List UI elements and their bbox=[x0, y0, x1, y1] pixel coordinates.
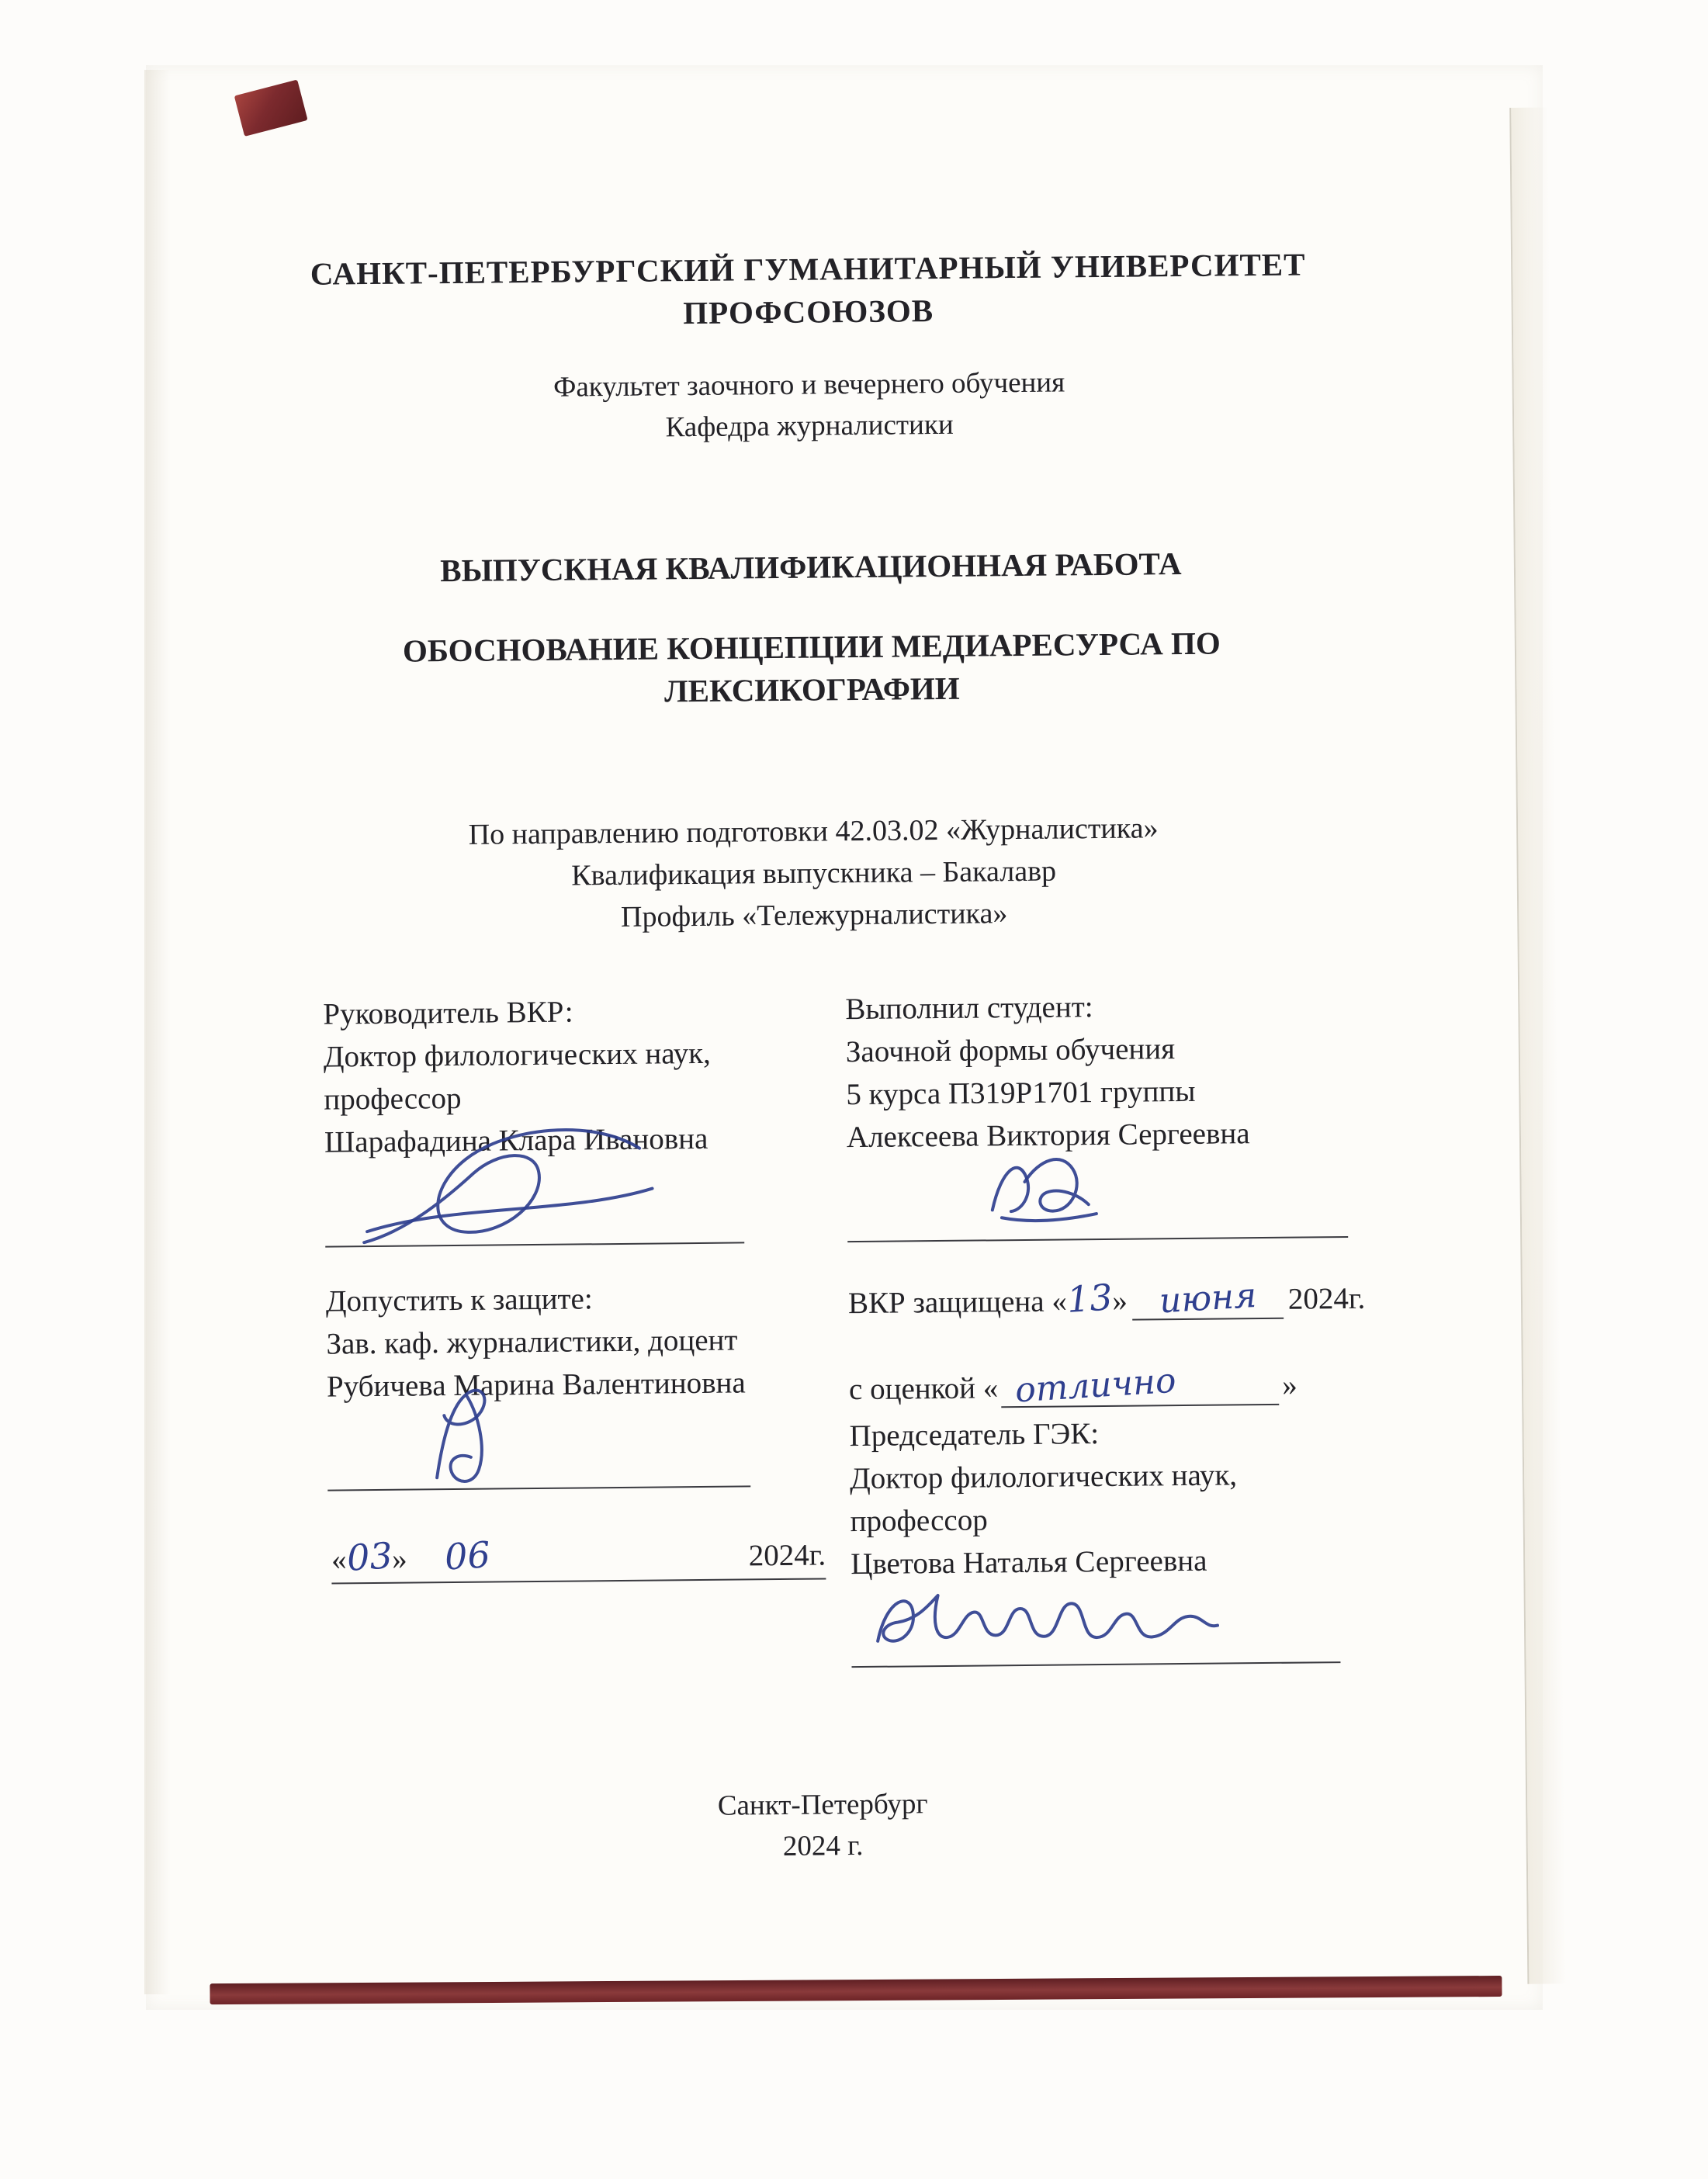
student-group: 5 курса П319Р1701 группы bbox=[846, 1074, 1196, 1112]
chair-degree: Доктор филологических наук, bbox=[849, 1458, 1238, 1496]
thesis-title-line1: ОБОСНОВАНИЕ КОНЦЕПЦИИ МЕДИАРЕСУРСА ПО bbox=[402, 625, 1221, 669]
chair-rank: профессор bbox=[850, 1503, 988, 1539]
supervisor-signature bbox=[335, 1110, 670, 1257]
university-name bbox=[0, 241, 1623, 341]
admission-label: Допустить к защите: bbox=[325, 1282, 593, 1318]
profile-line: Профиль «Тележурналистика» bbox=[620, 897, 1008, 934]
footer-city: Санкт-Петербург bbox=[717, 1788, 928, 1822]
student-form: Заочной формы обучения bbox=[845, 1032, 1176, 1069]
faculty-department bbox=[0, 356, 1624, 454]
admission-position: Зав. каф. журналистики, доцент bbox=[326, 1323, 738, 1361]
university-name-line1: САНКТ-ПЕТЕРБУРГСКИЙ ГУМАНИТАРНЫЙ УНИВЕРСИТЕТ bbox=[310, 246, 1306, 292]
university-name-line2: ПРОФСОЮЗОВ bbox=[683, 293, 934, 331]
admission-name: Рубичева Марина Валентиновна bbox=[326, 1366, 746, 1404]
defense-date-line bbox=[848, 1275, 1366, 1323]
supervisor-degree: Доктор филологических наук, bbox=[323, 1036, 712, 1074]
admission-year: 2024г. bbox=[748, 1538, 826, 1573]
admission-close-quote: » bbox=[391, 1542, 407, 1576]
chair-name: Цветова Наталья Сергеевна bbox=[851, 1543, 1207, 1581]
supervisor-rank: профессор bbox=[324, 1081, 462, 1117]
admission-signature bbox=[396, 1379, 544, 1489]
footer-year: 2024 г. bbox=[782, 1829, 864, 1862]
supervisor-label: Руководитель ВКР: bbox=[323, 995, 573, 1031]
grade-prefix: с оценкой « bbox=[848, 1371, 999, 1407]
program-block bbox=[0, 802, 1629, 944]
admission-date-line bbox=[331, 1531, 826, 1584]
handwritten-defense-day: 13 bbox=[1065, 1276, 1114, 1321]
handwritten-grade: отлично bbox=[1013, 1360, 1178, 1411]
direction-line: По направлению подготовки 42.03.02 «Журналистика» bbox=[468, 812, 1159, 851]
book-cover-corner bbox=[234, 80, 308, 137]
work-type-heading: ВЫПУСКНАЯ КВАЛИФИКАЦИОННАЯ РАБОТА bbox=[440, 545, 1182, 589]
chair-label: Председатель ГЭК: bbox=[849, 1417, 1100, 1453]
supervisor-name: Шарафадина Клара Ивановна bbox=[324, 1121, 708, 1159]
defense-year: 2024г. bbox=[1287, 1281, 1366, 1316]
defense-prefix: ВКР защищена « bbox=[847, 1284, 1068, 1321]
student-label: Выполнил студент: bbox=[845, 990, 1093, 1027]
student-block bbox=[845, 984, 1250, 1159]
book-cover-bottom-strip bbox=[210, 1976, 1502, 2004]
defense-close-quote: » bbox=[1112, 1283, 1128, 1318]
qualification-line: Квалификация выпускника – Бакалавр bbox=[571, 854, 1057, 892]
chair-signature bbox=[863, 1571, 1244, 1668]
admission-open-quote: « bbox=[331, 1543, 347, 1577]
faculty-line: Факультет заочного и вечернего обучения bbox=[553, 366, 1065, 404]
grade-line bbox=[848, 1360, 1297, 1411]
grade-close-quote: » bbox=[1282, 1368, 1297, 1402]
handwritten-admission-day: 03 bbox=[345, 1534, 393, 1579]
handwritten-admission-month: 06 bbox=[443, 1533, 491, 1578]
student-signature-line bbox=[847, 1236, 1348, 1242]
chair-block bbox=[849, 1411, 1238, 1585]
handwritten-defense-month: июня bbox=[1158, 1275, 1258, 1322]
thesis-title-line2: ЛЕКСИКОГРАФИИ bbox=[663, 670, 960, 709]
thesis-title bbox=[0, 618, 1627, 719]
student-signature bbox=[978, 1145, 1118, 1234]
footer-block bbox=[8, 1776, 1638, 1874]
department-line: Кафедра журналистики bbox=[665, 408, 954, 444]
student-name: Алексеева Виктория Сергеевна bbox=[846, 1117, 1250, 1155]
